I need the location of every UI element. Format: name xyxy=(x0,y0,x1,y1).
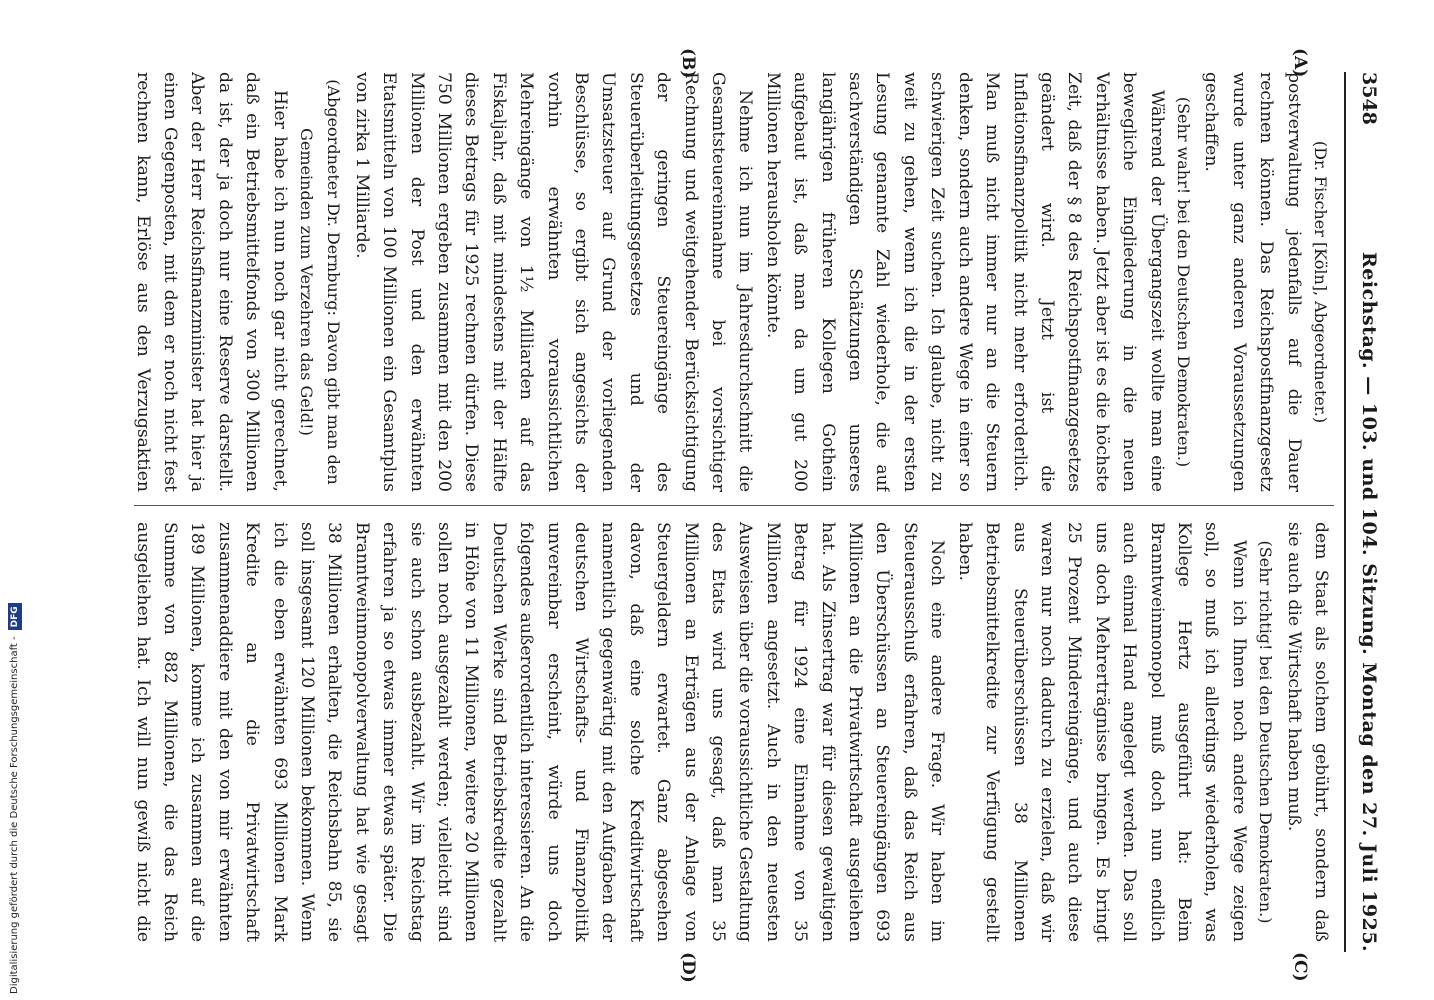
page-header xyxy=(1350,72,1380,952)
paragraph: (Sehr wahr! bei den Deutschen Demokraten.) xyxy=(1173,96,1193,468)
margin-mark-a: (A) xyxy=(1290,48,1310,78)
paragraph: (Abgeordneter Dr. Dernburg: Davon gibt man den Gemeinden zum Verzehren das Geld!) xyxy=(296,79,344,485)
column-divider xyxy=(134,505,1334,506)
page-header-title: Reichstag. — 103. und 104. Sitzung. Montag den 27. Juli 1925. xyxy=(1358,252,1380,953)
paragraph: Während der Übergangszeit wollte man eine bewegliche Eingliederung in die neuen Verhältnisse haben. Jetzt aber ist es die höchste Zeit, daß der § 8 des Reichspostfinanzgesetzes geändert wird. Jetzt ist die Inflationsfinanzpolitik nicht mehr erforderlich. Man muß nicht immer nur an die Steuern denken, sondern auch andere Wege in einer so schwierigen Zeit suchen. Ich glaube, nicht zu weit zu gehen, wenn ich die in der ersten Lesung genannte Zahl wiederhole, die auf sachverständigen Schätzungen unseres langjährigen früheren Kollegen Gothein aufgebaut ist, daß man da um gut 200 Millionen herausholen könnte. xyxy=(762,72,1167,492)
left-column xyxy=(124,72,1334,492)
printed-page xyxy=(110,48,1380,983)
header-rule xyxy=(1344,72,1346,952)
right-column xyxy=(124,522,1334,942)
paragraph: Hier habe ich nun noch gar nicht gerechnet, daß ein Betriebsmittelfonds von 300 Millionen da ist, der ja doch nur eine Reserve darstellt. Aber der Herr Reichsfinanzminister hat hier ja einen Gegenposten, mit dem er noch nicht fest rechnen kann, Erlöse aus den Verzugsaktien xyxy=(132,72,290,492)
credit-text: Digitalisierung gefördert durch die Deutsche Forschungsgemeinschaft - xyxy=(9,636,20,994)
margin-mark-c: (C) xyxy=(1290,952,1310,982)
paragraph: dem Staat als solchem gebührt, sondern daß sie auch die Wirtschaft haben muß. xyxy=(1283,522,1331,942)
digitization-credit xyxy=(6,4,24,994)
dfg-logo: DFG xyxy=(8,603,22,630)
paragraph: Nehme ich nun im Jahresdurchschnitt die Gesamtsteuereinnahme bei vorsichtiger Rechnung und weitgehender Berücksichtigung der geringen Steuereingänge des Steuerüberleitungsgesetzes und der Umsatzsteuer auf Grund der vorliegenden Beschlüsse, so ergibt sich angesichts der vorhin erwähnten voraussichtlichen Mehreingänge von 1½ Milliarden auf das Fiskaljahr, daß mit mindestens mit der Hälfte dieses Betrags für 1925 rechnen dürfen. Diese 750 Millionen ergeben zusammen mit den 200 Millionen der Post und den erwähnten Etatsmitteln von 100 Millionen ein Gesamtplus von zirka 1 Milliarde. xyxy=(351,72,756,492)
margin-mark-b: (B) xyxy=(678,48,698,79)
paragraph: postverwaltung jedenfalls auf die Dauer rechnen können. Das Reichspostfinanzgesetz wurde unter ganz anderen Voraussetzungen geschaffen. xyxy=(1201,72,1304,492)
page-number: 3548 xyxy=(1358,72,1380,125)
margin-mark-d: (D) xyxy=(678,952,698,983)
paragraph: Noch eine andere Frage. Wir haben im Steuerausschuß erfahren, daß das Reich aus den Überschüssen an Steuereingängen 693 Millionen an die Privatwirtschaft ausgeliehen hat. Als Zinsertrag war für diesen gewaltigen Betrag für 1924 eine Einnahme von 35 Millionen angesetzt. Auch in den neuesten Ausweisen über die voraussichtliche Gestaltung des Etats wird uns gesagt, daß man 35 Millionen an Erträgen aus der Anlage von Steuergeldern erwartet. Ganz abgesehen davon, daß eine solche Kreditwirtschaft namentlich gegenwärtig mit den Aufgaben der deutschen Wirtschafts- und Finanzpolitik unvereinbar erscheint, würde uns doch folgendes außerordentlich interessieren. An die Deutschen Werke sind Betriebskredite gezahlt in Höhe von 11 Millionen, weitere 20 Millionen sollen noch ausgezahlt werden; vielleicht sind sie auch schon ausbezahlt. Wir im Reichstag erfahren ja so etwas immer etwas später. Die Branntweinmonopolverwaltung hat wie gesagt 38 Millionen erhalten, die Reichsbahn 85, sie soll insgesamt 120 Millionen bekommen. Wenn ich die eben erwähnten 693 Millionen Mark Kredite an die Privatwirtschaft zusammenaddiere mit den von mir erwähnten 189 Millionen, komme ich zusammen auf die Summe von 882 Millionen, die das Reich ausgeliehen hat. Ich will nun gewiß nicht die xyxy=(132,522,948,942)
paragraph: (Sehr richtig! bei den Deutschen Demokraten.) xyxy=(1256,540,1276,924)
paragraph: (Dr. Fischer [Köln], Abgeordneter.) xyxy=(1311,140,1330,424)
paragraph: Wenn ich Ihnen noch andere Wege zeigen soll, so muß ich allerdings wiederholen, was Kollege Hertz ausgeführt hat: Beim Branntweinmonopol muß doch nun endlich auch einmal Hand angelegt werden. Das soll uns doch Mehrerträgnisse bringen. Es bringt 25 Prozent Mindereingänge, und auch diese waren nur noch dadurch zu erzielen, daß wir aus Steuerüberschüssen 38 Millionen Betriebsmittelkredite zur Verfügung gestellt haben. xyxy=(954,522,1249,942)
